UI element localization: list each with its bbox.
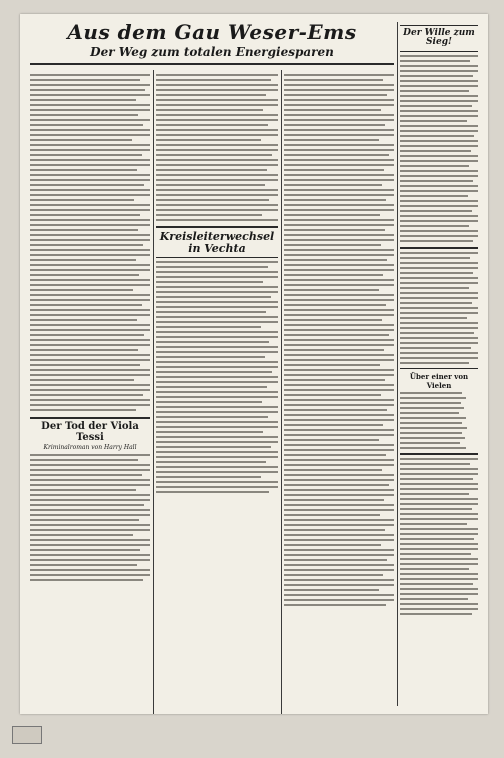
section-rule bbox=[30, 417, 150, 419]
section-rule bbox=[156, 226, 278, 228]
masthead-rule bbox=[30, 63, 394, 65]
news-text bbox=[156, 261, 278, 493]
column-grid bbox=[30, 22, 478, 706]
article-text bbox=[156, 74, 278, 221]
poem-headline: Über einer von Vielen bbox=[409, 371, 469, 390]
section-rule bbox=[400, 453, 478, 455]
masthead-subtitle: Der Weg zum totalen Energiesparen bbox=[90, 45, 334, 59]
article-text bbox=[400, 458, 478, 615]
serial-headline: Der Tod der Viola Tessi bbox=[41, 421, 139, 443]
column-2 bbox=[156, 72, 278, 714]
news-headline: Kreisleiterwechsel in Vechta bbox=[159, 230, 275, 255]
section-rule bbox=[156, 257, 278, 258]
newspaper-page bbox=[20, 14, 488, 714]
section-rule bbox=[400, 247, 478, 249]
column-1 bbox=[30, 72, 150, 714]
column-rule bbox=[281, 70, 282, 714]
article-text bbox=[30, 74, 150, 411]
poem-text bbox=[400, 392, 478, 449]
masthead-title: Aus dem Gau Weser-Ems bbox=[67, 20, 357, 44]
column-rule bbox=[397, 22, 398, 706]
article-text bbox=[284, 74, 394, 606]
serial-text bbox=[30, 454, 150, 581]
archive-stamp-image bbox=[12, 726, 42, 744]
masthead bbox=[30, 22, 394, 68]
sidebar-headline: Der Wille zum Sieg! bbox=[403, 28, 475, 48]
notice-text bbox=[400, 252, 478, 364]
section-rule bbox=[400, 25, 478, 26]
serial-byline: Kriminalroman von Harry Hall bbox=[43, 444, 137, 451]
section-rule bbox=[400, 368, 478, 369]
column-4 bbox=[400, 22, 478, 706]
section-rule bbox=[400, 51, 478, 52]
column-rule bbox=[153, 70, 154, 714]
column-3 bbox=[284, 72, 394, 714]
sidebar-text bbox=[400, 55, 478, 242]
